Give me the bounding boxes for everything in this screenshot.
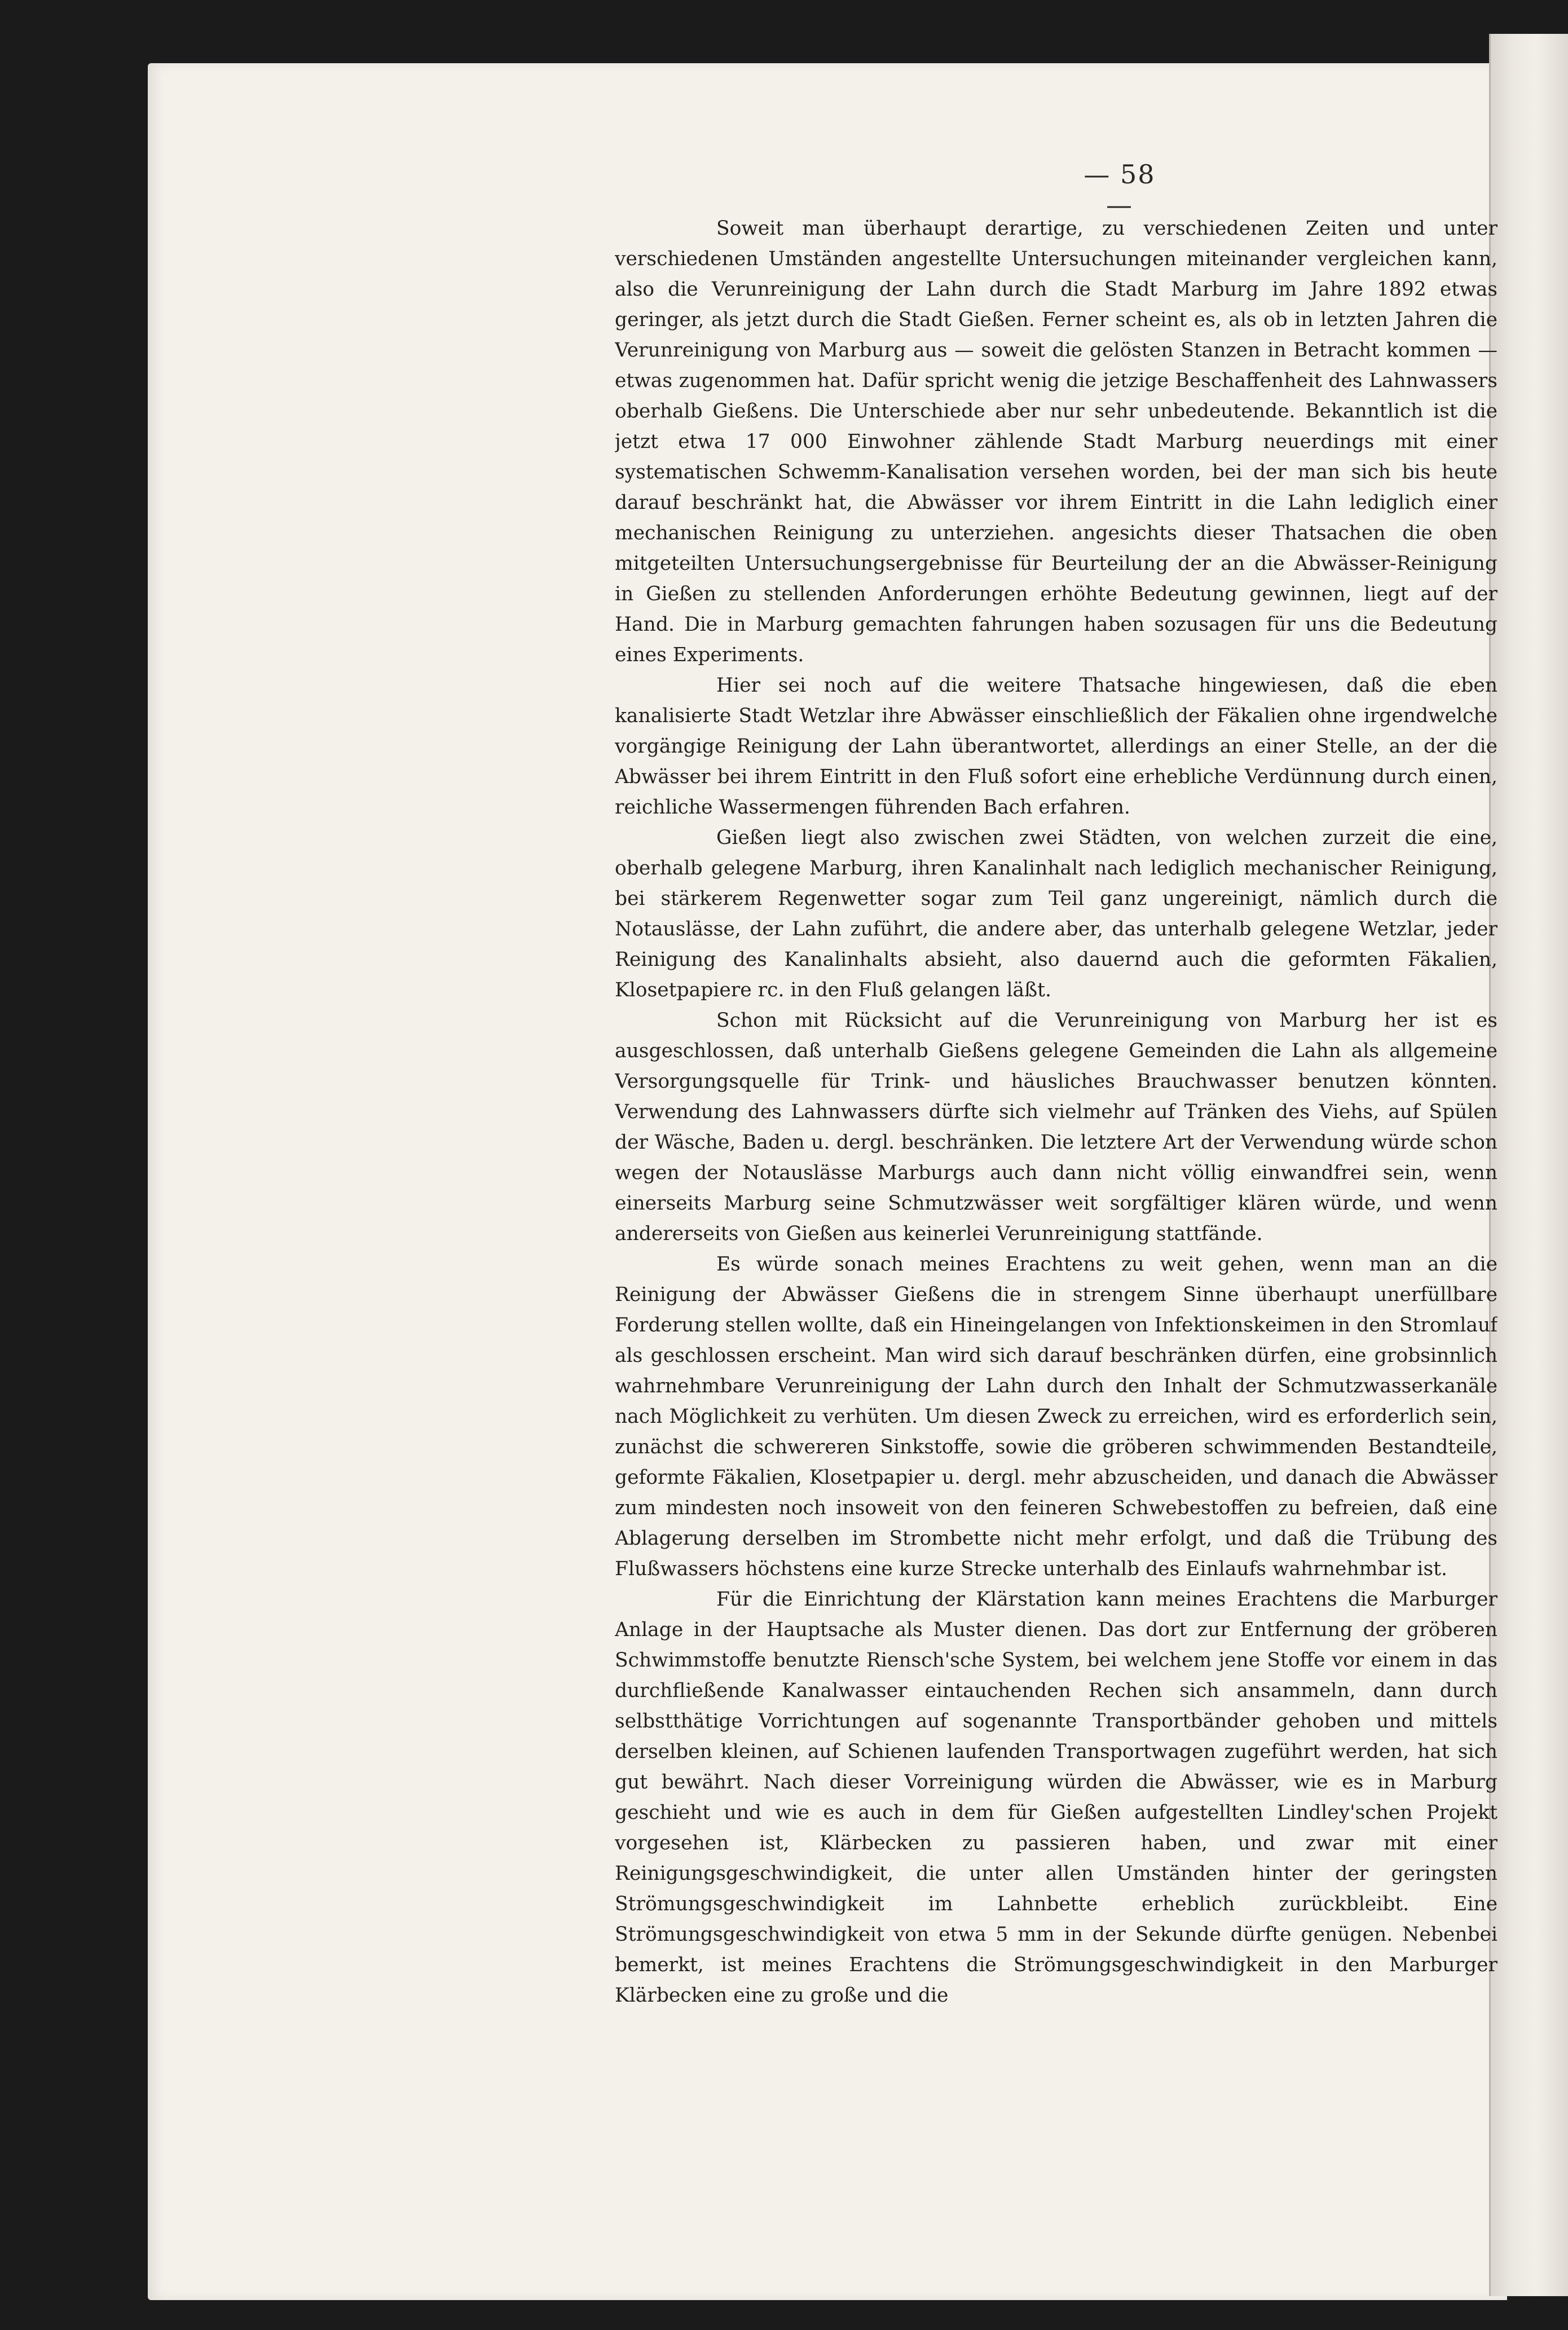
page-number: — 58 —: [1083, 159, 1156, 220]
paragraph: Es würde sonach meines Erachtens zu weit gehen, wenn man an die Reinigung der Abwässer Gießens die in strengem Sinne überhaupt unerfüllbare Forderung stellen wollte, daß ein Hineingelangen von Infektionskeimen in den Stromlauf als geschlossen erscheint. Man wird sich darauf beschränken dürfen, eine grobsinnlich wahrnehmbare Verunreinigung der Lahn durch den Inhalt der Schmutzwasserkanäle nach Möglichkeit zu verhüten. Um diesen Zweck zu erreichen, wird es erforderlich sein, zunächst die schwereren Sinkstoffe, sowie die gröberen schwimmenden Bestandteile, geformte Fäkalien, Klosetpapier u. dergl. mehr abzuscheiden, und danach die Abwässer zum mindesten noch insoweit von den feineren Schwebestoffen zu befreien, daß eine Ablagerung derselben im Strombette nicht mehr erfolgt, und daß die Trübung des Flußwassers höchstens eine kurze Strecke unterhalb des Einlaufs wahrnehmbar ist.: [615, 1253, 1497, 1580]
facing-page-edge: [1489, 34, 1568, 2296]
paragraph: Soweit man überhaupt derartige, zu verschiedenen Zeiten und unter verschiedenen Umständen angestellte Untersuchungen miteinander vergleichen kann, also die Verunreinigung der Lahn durch die Stadt Marburg im Jahre 1892 etwas geringer, als jetzt durch die Stadt Gießen. Ferner scheint es, als ob in letzten Jahren die Verunreinigung von Marburg aus — soweit die gelösten Stanzen in Betracht kommen — etwas zugenommen hat. Dafür spricht wenig die jetzige Beschaffenheit des Lahnwassers oberhalb Gießens. Die Unterschiede aber nur sehr unbedeutende. Bekanntlich ist die jetzt etwa 17 000 Einwohner zählende Stadt Marburg neuerdings mit einer systematischen Schwemm-Kanalisation versehen worden, bei der man sich bis heute darauf beschränkt hat, die Abwässer vor ihrem Eintritt in die Lahn lediglich einer mechanischen Reinigung zu unterziehen. angesichts dieser Thatsachen die oben mitgeteilten Untersuchungsergebnisse für Beurteilung der an die Abwässer-Reinigung in Gießen zu stellenden Anforderungen erhöhte Bedeutung gewinnen, liegt auf der Hand. Die in Marburg gemachten fahrungen haben sozusagen für uns die Bedeutung eines Experiments.: [615, 217, 1497, 666]
paragraph: Gießen liegt also zwischen zwei Städten, von welchen zurzeit die eine, oberhalb gelegene Marburg, ihren Kanalinhalt nach lediglich mechanischer Reinigung, bei stärkerem Regenwetter sogar zum Teil ganz ungereinigt, nämlich durch die Notauslässe, der Lahn zuführt, die andere aber, das unterhalb gelegene Wetzlar, jeder Reinigung des Kanalinhalts absieht, also dauernd auch die geformten Fäkalien, Klosetpapiere rc. in den Fluß gelangen läßt.: [615, 827, 1497, 1001]
paragraph: Hier sei noch auf die weitere Thatsache hingewiesen, daß die eben kanalisierte Stadt Wetzlar ihre Abwässer einschließlich der Fäkalien ohne irgendwelche vorgängige Reinigung der Lahn überantwortet, allerdings an einer Stelle, an der die Abwässer bei ihrem Eintritt in den Fluß sofort eine erhebliche Verdünnung durch einen, reichliche Wassermengen führenden Bach erfahren.: [615, 674, 1497, 819]
paragraph: Schon mit Rücksicht auf die Verunreinigung von Marburg her ist es ausgeschlossen, daß unterhalb Gießens gelegene Gemeinden die Lahn als allgemeine Versorgungsquelle für Trink- und häusliches Brauchwasser benutzen könnten. Verwendung des Lahnwassers dürfte sich vielmehr auf Tränken des Viehs, auf Spülen der Wäsche, Baden u. dergl. beschränken. Die letztere Art der Verwendung würde schon wegen der Notauslässe Marburgs auch dann nicht völlig einwandfrei sein, wenn einerseits Marburg seine Schmutzwässer weit sorgfältiger klären würde, und wenn andererseits von Gießen aus keinerlei Verunreinigung stattfände.: [615, 1009, 1497, 1245]
body-text: [615, 213, 1497, 2129]
paragraph: Für die Einrichtung der Klärstation kann meines Erachtens die Marburger Anlage in der Hauptsache als Muster dienen. Das dort zur Entfernung der gröberen Schwimmstoffe benutzte Riensch'sche System, bei welchem jene Stoffe vor einem in das durchfließende Kanalwasser eintauchenden Rechen sich ansammeln, dann durch selbstthätige Vorrichtungen auf sogenannte Transportbänder gehoben und mittels derselben kleinen, auf Schienen laufenden Transportwagen zugeführt werden, hat sich gut bewährt. Nach dieser Vorreinigung würden die Abwässer, wie es in Marburg geschieht und wie es auch in dem für Gießen aufgestellten Lindley'schen Projekt vorgesehen ist, Klärbecken zu passieren haben, und zwar mit einer Reinigungsgeschwindigkeit, die unter allen Umständen hinter der geringsten Strömungsgeschwindigkeit im Lahnbette erheblich zurückbleibt. Eine Strömungsgeschwindigkeit von etwa 5 mm in der Sekunde dürfte genügen. Nebenbei bemerkt, ist meines Erachtens die Strömungsgeschwindigkeit in den Marburger Klärbecken eine zu große und die: [615, 1588, 1497, 2007]
